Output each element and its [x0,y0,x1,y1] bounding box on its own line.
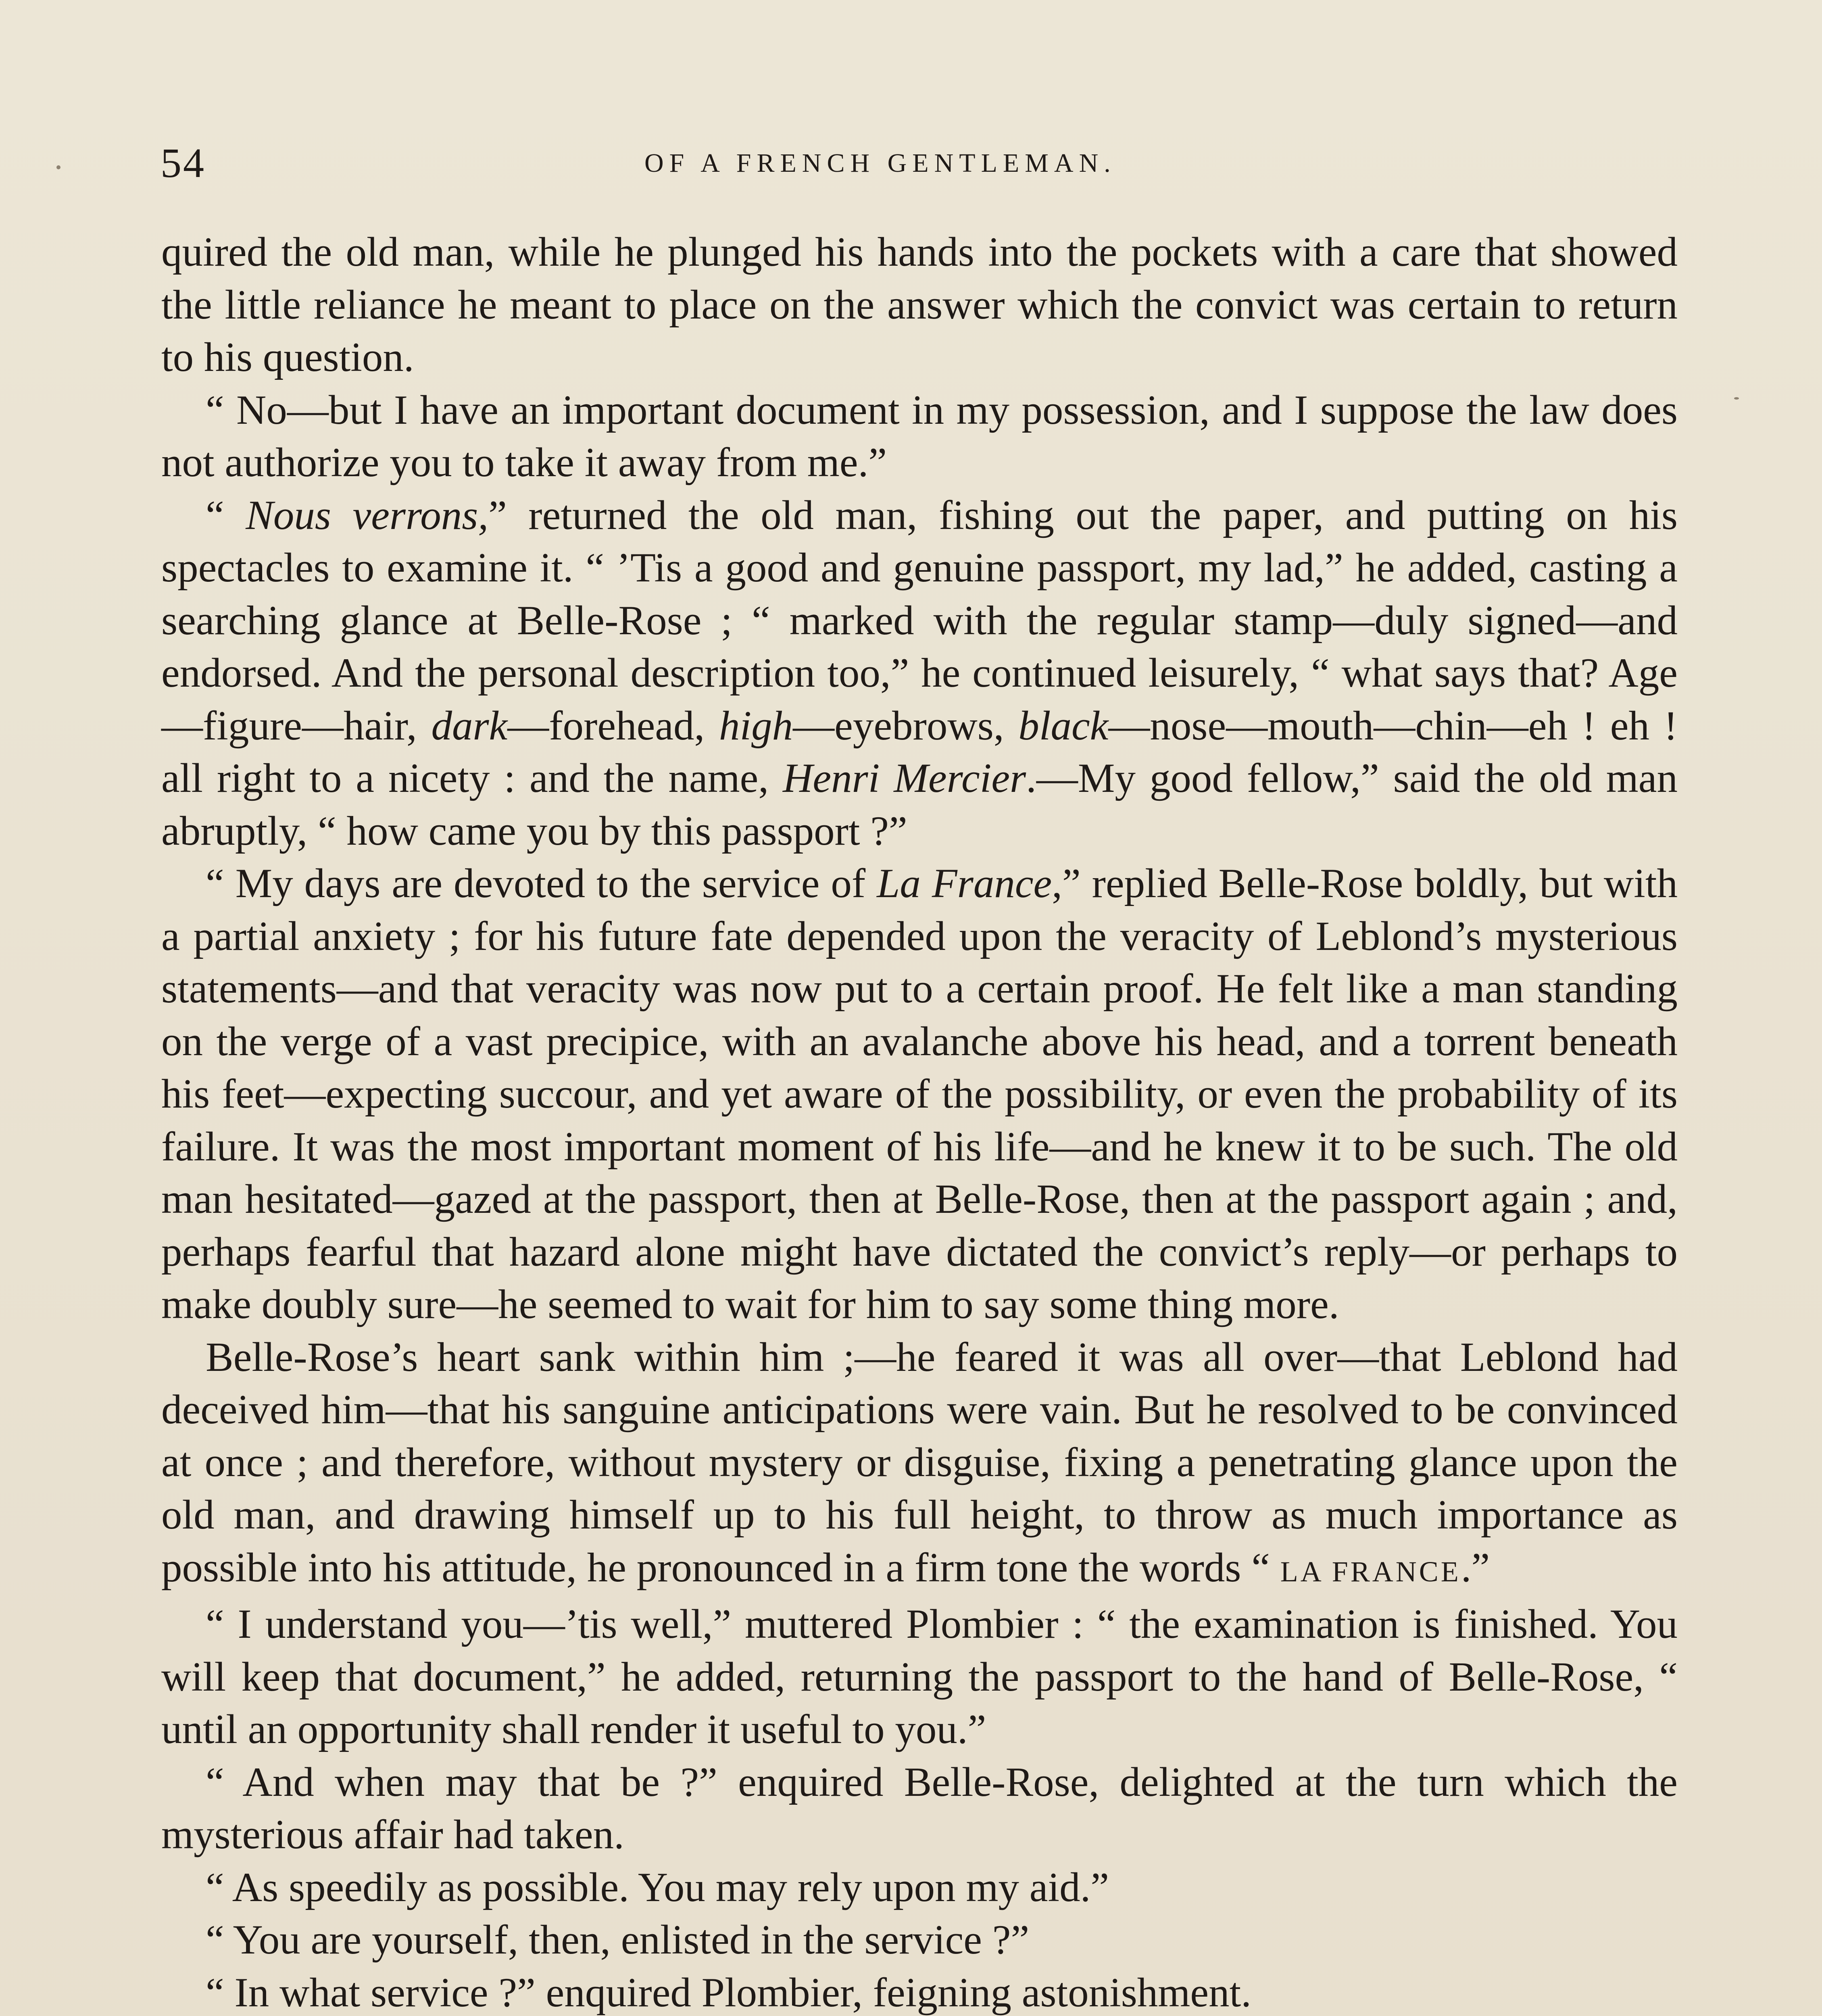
page-header [161,137,1681,190]
paragraph [161,1861,1678,1914]
text-run: ,” replied Belle-Rose boldly, but with a partial anxiety ; for his future fate depended upon the veracity of Leblond’s mysterious statements—and that veracity was now put to a certain proof. He felt like a man standing on the verge of a vast precipice, with an avalanche above his head, and a torrent beneath his feet—expecting succour, and yet aware of the possibility, or even the probability of its failure. It was the most important moment of his life—and he knew it to be such. The old man hesitated—gazed at the passport, then at Belle-Rose, then at the passport again ; and, perhaps fearful that hazard alone might have dictated the convict’s reply—or perhaps to make doubly sure—he seemed to wait for him to say some thing more. [161,860,1678,1327]
paper-speck [56,165,60,169]
text-run: —nose—mouth—chin—eh ! eh ! all right to a nicety : and the name, [161,702,1678,801]
text-run: ” returned the old man, fishing out the paper, and putting on his spectacles to examine it. “ ’Tis a good and genuine passport, my lad,” he added, casting a searching glance at Belle-Rose ; “ marked with the regular stamp—duly signed—and endorsed. And the personal description too,” he continued leisurely, “ what says that? Age—figure—hair, [161,492,1678,749]
paragraph [161,226,1678,384]
text-run: —eyebrows, [793,702,1019,749]
paragraph [161,489,1678,858]
paragraph [161,857,1678,1331]
italic-text: Nous verrons, [246,492,489,538]
text-run: “ I understand you—’tis well,” muttered Plombier : “ the examination is finished. You will keep that document,” he added, returning the passport to the hand of Belle-Rose, “ until an opportunity shall render it useful to you.” [161,1601,1678,1752]
italic-text: black [1018,702,1109,749]
text-run: Belle-Rose’s heart sank within him ;—he feared it was all over—that Leblond had deceived him—that his sanguine anticipations were vain. But he resolved to be convinced at once ; and therefore, without mystery or disguise, fixing a penetrating glance upon the old man, and drawing himself up to his full height, to throw as much importance as possible into his attitude, he pronounced in a firm tone the words “ [161,1334,1678,1591]
italic-text: Henri Mercier [783,755,1026,801]
italic-text: dark [431,702,508,749]
paragraph [161,384,1678,489]
text-run: “ No—but I have an important document in my possession, and I suppose the law does not authorize you to take it away from me.” [161,387,1678,485]
running-head: OF A FRENCH GENTLEMAN. [644,148,1116,178]
paragraph [161,1756,1678,1861]
text-run: —forehead, [507,702,719,749]
text-run: “ In what service ?” enquired Plombier, feigning astonishment. [206,1969,1252,2016]
text-run: “ [206,492,246,538]
text-run: “ As speedily as possible. You may rely upon my aid.” [206,1864,1109,1910]
text-run: “ And when may that be ?” enquired Belle-Rose, delighted at the turn which the mysterious affair had taken. [161,1759,1678,1858]
text-run: “ You are yourself, then, enlisted in the service ?” [206,1917,1030,1963]
paragraph [161,1331,1678,1598]
text-run: .—My good fellow,” said the old man abruptly, “ how came you by this passport ?” [161,755,1678,854]
text-run: quired the old man, while he plunged his hands into the pockets with a care that showed the little reliance he meant to place on the answer which the convict was certain to return to his question. [161,229,1678,380]
paragraph [161,1914,1678,1966]
italic-text: La France [877,860,1052,906]
text-run: .” [1461,1544,1490,1591]
page-number: 54 [161,140,206,186]
italic-text: high [719,702,793,749]
paragraph [161,1598,1678,1756]
paragraph [161,1966,1678,2016]
body-text [161,226,1678,2016]
small-caps-text: LA FRANCE [1280,1555,1461,1588]
paper-speck [1734,397,1739,400]
text-run: “ My days are devoted to the service of [206,860,877,906]
